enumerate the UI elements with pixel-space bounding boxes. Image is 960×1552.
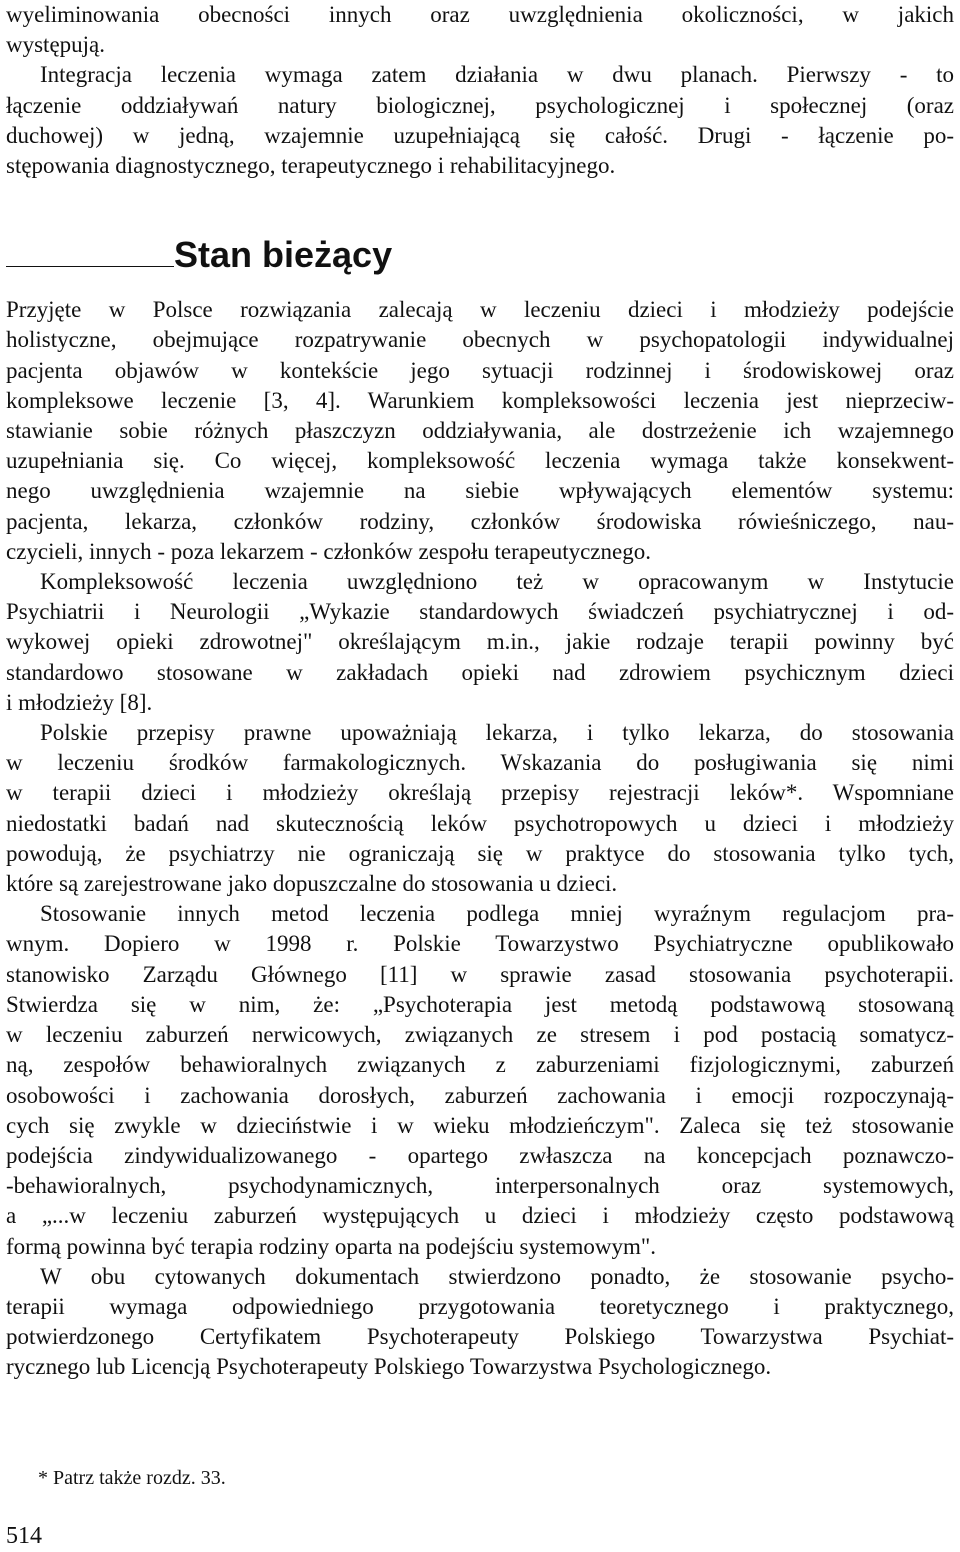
section-body [6,295,954,1382]
paragraph-complexity [6,567,954,718]
heading-rule [6,266,174,267]
section-heading [6,231,954,275]
text-line: stanowisko Zarządu Głównego [11] w sprawie zasad stosowania psychoterapii. [6,961,954,987]
text-line: nego uwzględnienia wzajemnie na siebie wpływających elementów systemu: [6,478,954,504]
text-line: i młodzieży [8]. [6,689,153,715]
text-line: czycieli, innych - poza lekarzem - członków zespołu terapeutycznego. [6,538,651,564]
text-line: a „...w leczeniu zaburzeń występujących u dzieci i młodzieży często podstawową [6,1203,954,1229]
paragraph-integration [6,60,954,181]
text-line: holistyczne, obejmujące rozpatrywanie obecnych w psychopatologii indywidualnej [6,327,954,353]
text-line: pacjenta objawów w kontekście jego sytuacji rodzinnej i środowiskowej oraz [6,357,954,383]
text-line: Stwierdza się w nim, że: „Psychoterapia jest metodą podstawową stosowaną [6,991,954,1017]
text-line: cych się zwykle w dzieciństwie i w wieku młodzieńczym". Zaleca się też stosowanie [6,1112,954,1138]
paragraph-certification [6,1262,954,1383]
paragraph-psychotherapy [6,899,954,1261]
text-line: Przyjęte w Polsce rozwiązania zalecają w leczeniu dzieci i młodzieży podejście [6,297,954,323]
text-line: pacjenta, lekarza, członków rodziny, członków środowiska rówieśniczego, nau- [6,508,954,534]
text-line: stępowania diagnostycznego, terapeutycznego i rehabilitacyjnego. [6,153,616,179]
text-line: -behawioralnych, psychodynamicznych, interpersonalnych oraz systemowych, [6,1173,954,1199]
text-line: Psychiatrii i Neurologii „Wykazie standardowych świadczeń psychiatrycznej i od- [6,599,954,625]
document-page [6,0,954,1383]
text-line: Integracja leczenia wymaga zatem działania w dwu planach. Pierwszy - to [40,62,954,88]
text-line: rycznego lub Licencją Psychoterapeuty Polskiego Towarzystwa Psychologicznego. [6,1354,772,1380]
text-line: uzupełniania się. Co więcej, kompleksowość leczenia wymaga także konsekwent- [6,448,954,474]
text-line: Stosowanie innych metod leczenia podlega mniej wyraźnym regulacjom pra- [40,901,954,927]
text-line: duchowej) w jedną, wzajemnie uzupełniającą się całość. Drugi - łączenie po- [6,122,954,148]
text-line: osobowości i zachowania dorosłych, zaburzeń zachowania i emocji rozpoczynają- [6,1082,954,1108]
text-line: powodują, że psychiatrzy nie ograniczają się w praktyce do stosowania tylko tych, [6,840,954,866]
text-line: wykowej opieki zdrowotnej" określającym m.in., jakie rodzaje terapii powinny być [6,629,954,655]
text-line: wyeliminowania obecności innych oraz uwzględnienia okoliczności, w jakich [6,2,954,27]
text-line: formą powinna być terapia rodziny oparta na podejściu systemowym". [6,1233,657,1259]
text-line: wnym. Dopiero w 1998 r. Polskie Towarzystwo Psychiatryczne opublikowało [6,931,954,957]
text-line: W obu cytowanych dokumentach stwierdzono ponadto, że stosowanie psycho- [40,1263,954,1289]
text-line: w terapii dzieci i młodzieży określają przepisy rejestracji leków*. Wspomniane [6,780,954,806]
paragraph-continuation [6,0,954,60]
text-line: występują. [6,32,106,58]
text-line: które są zarejestrowane jako dopuszczalne do stosowania u dzieci. [6,871,618,897]
text-line: kompleksowe leczenie [3, 4]. Warunkiem kompleksowości leczenia jest nieprzeciw- [6,387,954,413]
text-line: łączenie oddziaływań natury biologicznej, psychologicznej i społecznej (oraz [6,92,954,118]
text-line: standardowo stosowane w zakładach opieki nad zdrowiem psychicznym dzieci [6,659,954,685]
page-number: 514 [6,1523,42,1549]
text-line: Polskie przepisy prawne upoważniają lekarza, i tylko lekarza, do stosowania [40,720,954,746]
text-line: ną, zespołów behawioralnych związanych z zaburzeniami fizjologicznymi, zaburzeń [6,1052,954,1078]
paragraph-regulations [6,718,954,899]
text-line: potwierdzonego Certyfikatem Psychoterapeuty Polskiego Towarzystwa Psychiat- [6,1324,954,1350]
text-line: stawianie sobie różnych płaszczyzn oddziaływania, ale dostrzeżenie ich wzajemnego [6,418,954,444]
text-line: niedostatki badań nad skutecznością leków psychotropowych u dzieci i młodzieży [6,810,954,836]
text-line: terapii wymaga odpowiedniego przygotowania teoretycznego i praktycznego, [6,1293,954,1319]
text-line: Kompleksowość leczenia uwzględniono też w opracowanym w Instytucie [40,569,954,595]
text-line: w leczeniu zaburzeń nerwicowych, związanych ze stresem i pod postacią somatycz- [6,1022,954,1048]
footnote: * Patrz także rozdz. 33. [38,1467,226,1489]
paragraph-approach [6,295,954,567]
text-line: podejścia zindywidualizowanego - opartego zwłaszcza na koncepcjach poznawczo- [6,1142,954,1168]
section-title: Stan bieżący [174,234,393,276]
text-line: w leczeniu środków farmakologicznych. Wskazania do posługiwania się nimi [6,750,954,776]
